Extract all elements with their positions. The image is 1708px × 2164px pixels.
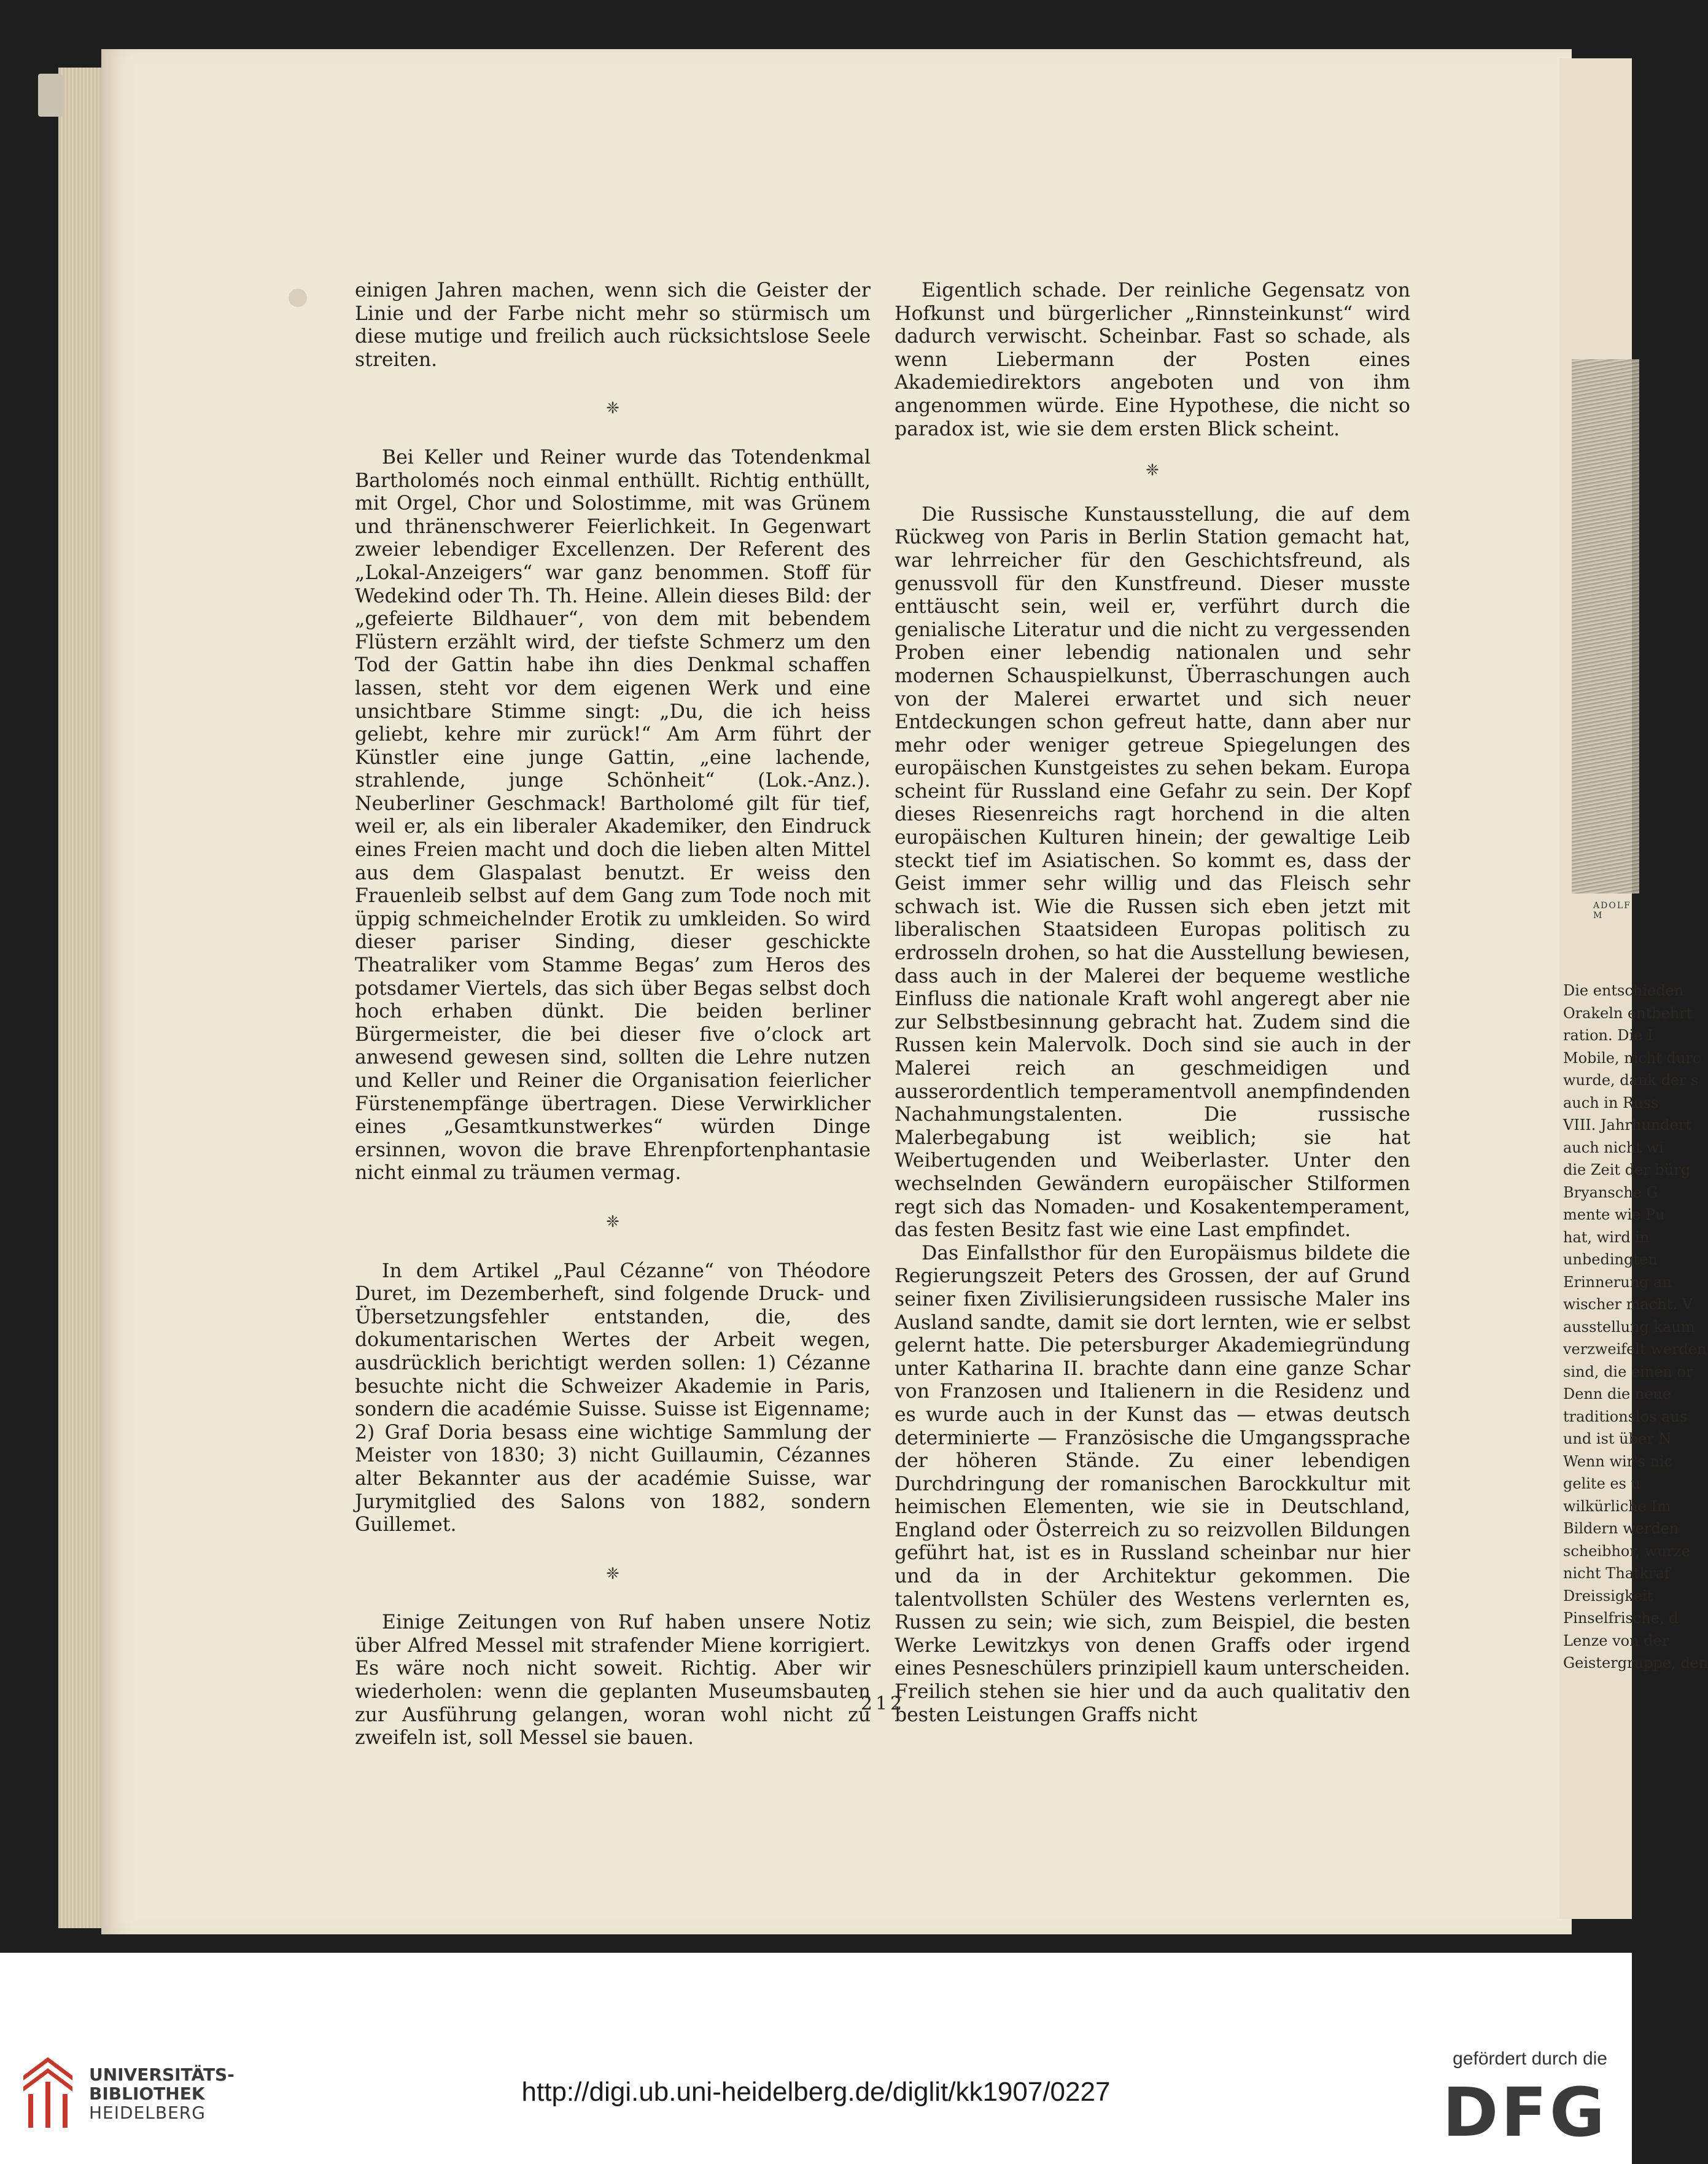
institution-line: HEIDELBERG — [89, 2103, 206, 2123]
dfg-logo: DFG — [1442, 2073, 1607, 2152]
digitization-footer — [0, 1953, 1632, 2164]
paragraph: In dem Artikel „Paul Cézanne“ von Théodore Duret, im Dezemberheft, sind folgende Druck- und Übersetzungsfehler entstanden, die, des dokumentarischen Wertes der Arbeit wegen, ausdrücklich berichtigt werden sollen: 1) Cézanne besuchte nicht die Schweizer Akademie in Paris, sondern die académie Suisse. Suisse ist Eigenname; 2) Graf Doria besass eine wichtige Sammlung der Meister von 1830; 3) nicht Guillaumin, Cézannes alter Bekannter aus der académie Suisse, war Jurymitglied des Salons von 1882, sondern Guillemet. — [355, 1259, 871, 1536]
paragraph: Eigentlich schade. Der reinliche Gegensatz von Hofkunst und bürgerlicher „Rinnsteinkunst“ wird dadurch verwischt. Scheinbar. Fast so schade, als wenn Liebermann der Posten eines Akademiedirektors angeboten und von ihm angenommen würde. Eine Hypothese, die nicht so paradox ist, wie sie dem ersten Blick scheint. — [895, 279, 1410, 440]
adjacent-page-line: Bildern werden — [1563, 1520, 1679, 1537]
adjacent-page-line: Orakeln entbehrt — [1563, 1004, 1693, 1022]
adjacent-page-line: Pinselfrische, d — [1563, 1609, 1679, 1627]
ornament-divider: ❈ — [606, 1564, 619, 1583]
adjacent-page-line: hat, wird in — [1563, 1228, 1650, 1246]
adjacent-page-line: ausstellung kaum — [1563, 1318, 1695, 1336]
institution-line: BIBLIOTHEK — [89, 2084, 205, 2104]
adjacent-page-line: wilkürliche Im — [1563, 1497, 1671, 1515]
adjacent-page-line: sind, die einen or — [1563, 1363, 1693, 1380]
engraving-illustration — [1572, 359, 1639, 893]
paragraph: Bei Keller und Reiner wurde das Totendenkmal Bartholomés noch einmal enthüllt. Richtig enthüllt, mit Orgel, Chor und Solostimme, mit was Grünem und thränenschwerer Feierlichkeit. In Gegenwart zweier lebendiger Excellenzen. Der Referent des „Lokal-Anzeigers“ war ganz benommen. Stoff für Wedekind oder Th. Th. Heine. Allein dieses Bild: der „gefeierte Bildhauer“, von dem mit bebendem Flüstern erzählt wird, der tiefste Schmerz um den Tod der Gattin habe ihn dies Denkmal schaffen lassen, steht vor dem eigenen Werk und eine unsichtbare Stimme singt: „Du, die ich heiss geliebt, kehre mir zurück!“ Am Arm führt der Künstler eine junge Gattin, „eine lachende, strahlende, junge Schönheit“ (Lok.-Anz.). Neuberliner Geschmack! Bartholomé gilt für tief, weil er, als ein liberaler Akademiker, den Eindruck eines Freien macht und doch die lieben alten Mittel aus dem Glaspalast benutzt. Er weiss den Frauenleib selbst auf dem Gang zum Tode noch mit üppig schmeichelnder Erotik zu umkleiden. So wird dieser pariser Sinding, dieser geschickte Theatraliker vom Stamme Begas’ zum Heros des potsdamer Viertels, das sich über Begas selbst doch hoch erhaben dünkt. Die beiden berliner Bürgermeister, die bei dieser five o’clock art anwesend gewesen sind, sollten die Lehre nutzen und Keller und Reiner die Organisation feierlicher Fürstenempfänge übertragen. Diese Verwirklicher eines „Gesamtkunstwerkes“ würden Dinge ersinnen, wovon die brave Ehrenpfortenphantasie nicht einmal zu träumen vermag. — [355, 446, 871, 1185]
adjacent-page-line: ration. Die I — [1563, 1027, 1653, 1044]
adjacent-page-line: wurde, dank der s — [1563, 1072, 1699, 1089]
adjacent-page-line: gelite es u — [1563, 1475, 1640, 1492]
adjacent-page-line: Dreissigkeit — [1563, 1587, 1653, 1605]
adjacent-page-line: die Zeit der bürg — [1563, 1161, 1691, 1178]
adjacent-page-line: traditionslos aus — [1563, 1407, 1688, 1425]
page-number: 212 — [860, 1693, 906, 1714]
adjacent-page-line: wischer macht. V — [1563, 1296, 1693, 1313]
adjacent-page-line: nicht Thatkraf — [1563, 1565, 1670, 1582]
adjacent-page-line: und ist über N — [1563, 1430, 1672, 1447]
adjacent-page-line: VIII. Jahrhundert — [1563, 1116, 1691, 1134]
adjacent-page-line: Lenze von der — [1563, 1632, 1669, 1649]
adjacent-page-line: Wenn wir's nic — [1563, 1452, 1673, 1470]
book-page-edges — [58, 68, 104, 1928]
paragraph: Das Einfallsthor für den Europäismus bildete die Regierungszeit Peters des Grossen, der auf Grund seiner fixen Zivilisierungsideen russische Maler ins Ausland sandte, damit sie dort lernten, wie er selbst gelernt hatte. Die petersburger Akademiegründung unter Katharina II. brachte dann eine ganze Schar von Franzosen und Italienern in die Residenz und es wurde auch in der Kunst das — etwas deutsch determinierte — Französische die Umgangssprache der höheren Stände. Zu einer lebendigen Durchdringung der romanischen Barockkultur mit heimischen Elementen, wie sie in Deutschland, England oder Österreich zu so reizvollen Bildungen geführt hat, ist es in Russland scheinbar nur hier und da in der Architektur gekommen. Die talentvollsten Schüler des Westens verlernten es, Russen zu sein; wie sich, zum Beispiel, die besten Werke Lewitzkys von denen Graffs oder irgend eines Pesneschülers prinzipiell kaum unterscheiden. Freilich stehen sie hier und da auch qualitativ den besten Leistungen Graffs nicht — [895, 1242, 1410, 1726]
adjacent-page-line: Die entschieden — [1563, 982, 1684, 999]
adjacent-page-line: Erinnerung an — [1563, 1273, 1672, 1291]
permalink-url[interactable]: http://digi.ub.uni-heidelberg.de/diglit/kk1907/0227 — [521, 2077, 1111, 2107]
institution-line: UNIVERSITÄTS- — [89, 2065, 235, 2085]
left-column — [355, 279, 871, 1750]
paragraph: Die Russische Kunstausstellung, die auf dem Rückweg von Paris in Berlin Station gemacht hat, war lehrreicher für den Geschichtsfreund, als genussvoll für den Kunstfreund. Dieser musste enttäuscht sein, weil er, verführt durch die genialische Literatur und die nicht zu vergessenden Proben einer lebendig nationalen und sehr modernen Schauspielkunst, Überraschungen auch von der Malerei erwartet und sich neuer Entdeckungen schon gefreut hatte, dann aber nur mehr oder weniger getreue Spiegelungen des europäischen Kunstgeistes zu sehen bekam. Europa scheint für Russland eine Gefahr zu sein. Der Kopf dieses Riesenreichs ragt horchend in die alten europäischen Kulturen hinein; der gewaltige Leib steckt tief im Asiatischen. So kommt es, dass der Geist immer sehr willig und das Fleisch sehr schwach ist. Wie die Russen sich eben jetzt mit liberalischen Staatsideen Europas politisch zu erdrosseln drohen, so hat die Ausstellung bewiesen, dass auch in der Malerei der bequeme westliche Einfluss die nationale Kraft wohl angeregt aber nie zur Selbstbesinnung gebracht hat. Zudem sind die Russen kein Malervolk. Doch sind sie auch in der Malerei reich an geschmeidigen und ausserordentlich temperamentvoll anempfindenden Nachahmungstalenten. Die russische Malerbegabung ist weiblich; sie hat Weibertugenden und Weiberlaster. Unter den wechselnden Gewändern europäischer Stilformen regt sich das Nomaden- und Kosakentemperament, das festen Besitz fast wie eine Last empfindet. — [895, 503, 1410, 1242]
adjacent-page-line: auch in Russ — [1563, 1094, 1659, 1111]
adjacent-page-line: Mobile, nicht durc — [1563, 1049, 1701, 1067]
adjacent-page-line: Bryansche G — [1563, 1183, 1658, 1201]
adjacent-page-line: auch nicht wi — [1563, 1138, 1664, 1156]
adjacent-page — [1559, 58, 1708, 1919]
right-column — [895, 279, 1410, 1727]
ornament-divider: ❈ — [1146, 461, 1159, 480]
adjacent-page-line: unbedingten — [1563, 1251, 1658, 1268]
funded-by-label: gefördert durch die — [1453, 2049, 1607, 2069]
adjacent-page-line: scheibhor, wurze — [1563, 1542, 1690, 1560]
engraving-caption: ADOLF M — [1593, 901, 1631, 920]
adjacent-page-line: verzweifelt werden — [1563, 1341, 1707, 1358]
adjacent-page-line: Geistergruppe, den — [1563, 1654, 1708, 1672]
adjacent-page-text — [1563, 979, 1708, 1675]
ornament-divider: ❈ — [606, 1212, 619, 1231]
paragraph: Einige Zeitungen von Ruf haben unsere Notiz über Alfred Messel mit strafender Miene korrigiert. Es wäre noch nicht soweit. Richtig. Aber wir wiederholen: wenn die geplanten Museumsbauten zur Ausführung gelangen, woran wohl nicht zu zweifeln ist, soll Messel sie bauen. — [355, 1611, 871, 1749]
adjacent-page-line: mente wie Pu — [1563, 1206, 1665, 1223]
book-spine-tab — [38, 74, 63, 117]
ornament-divider: ❈ — [606, 399, 619, 418]
paper-speck — [289, 289, 307, 307]
paragraph: einigen Jahren machen, wenn sich die Geister der Linie und der Farbe nicht mehr so stürmisch um diese mutige und freilich auch rücksichtslose Seele streiten. — [355, 279, 871, 371]
adjacent-page-line: Denn die neue — [1563, 1385, 1672, 1403]
